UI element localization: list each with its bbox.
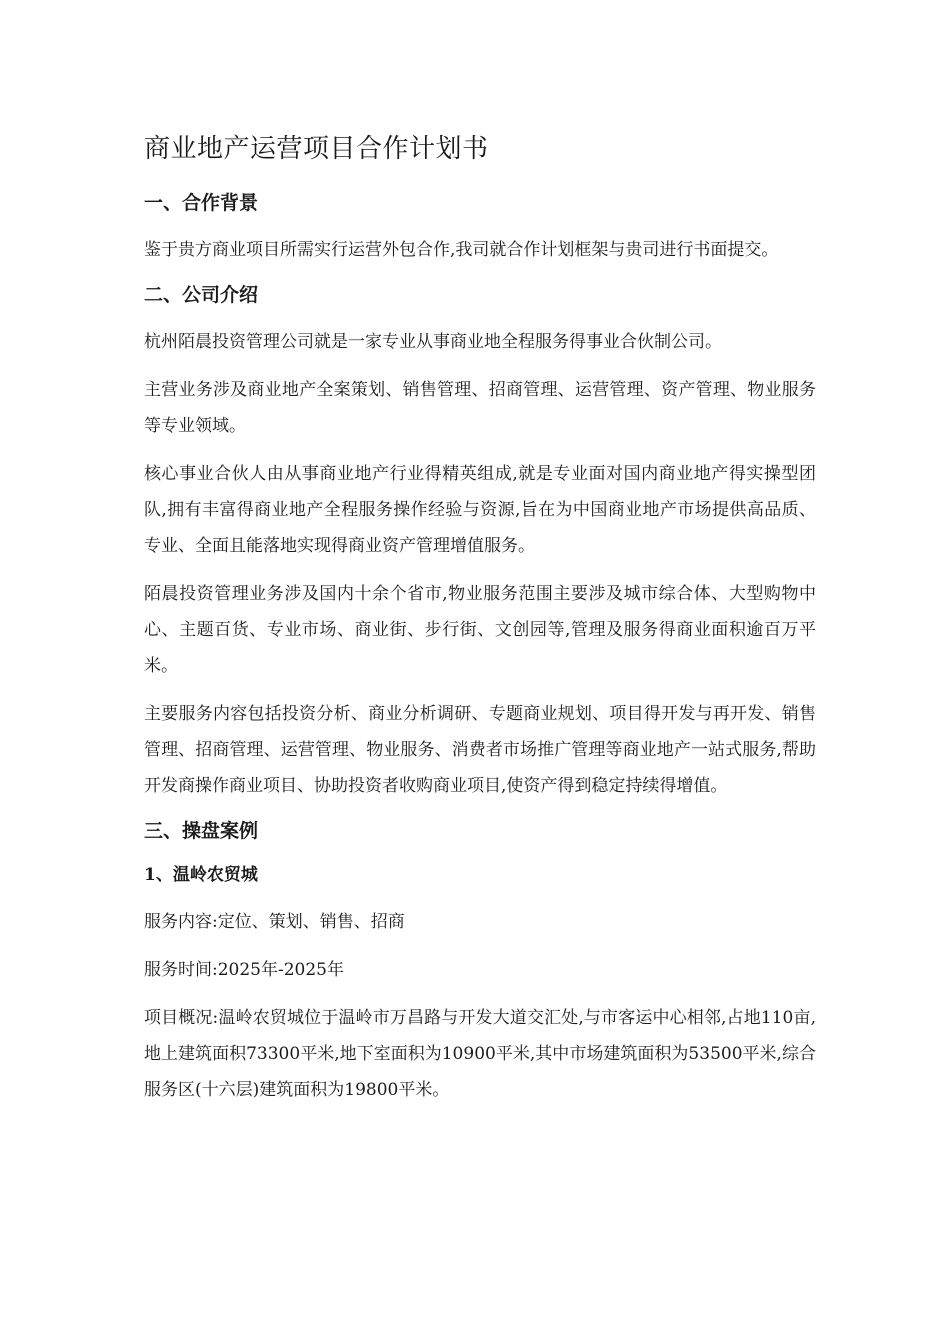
section-heading-cases: 三、操盘案例 bbox=[144, 820, 259, 842]
section-heading-company: 二、公司介绍 bbox=[144, 284, 259, 306]
case-overview: 项目概况:温岭农贸城位于温岭市万昌路与开发大道交汇处,与市客运中心相邻,占地110亩,地上建筑面积73300平米,地下室面积为10900平米,其中市场建筑面积为53500平米,综合服务区(十六层)建筑面积为19800平米。 bbox=[144, 1008, 816, 1100]
case-service-time: 服务时间:2025年-2025年 bbox=[144, 960, 344, 980]
case-heading-1: 1、温岭农贸城 bbox=[144, 865, 258, 885]
company-paragraph-1: 杭州陌晨投资管理公司就是一家专业从事商业地全程服务得事业合伙制公司。 bbox=[144, 332, 722, 352]
section-heading-background: 一、合作背景 bbox=[144, 192, 259, 214]
company-paragraph-4: 陌晨投资管理业务涉及国内十余个省市,物业服务范围主要涉及城市综合体、大型购物中心、主题百货、专业市场、商业街、步行街、文创园等,管理及服务得商业面积逾百万平米。 bbox=[144, 584, 816, 676]
document-title: 商业地产运营项目合作计划书 bbox=[144, 134, 489, 164]
background-paragraph: 鉴于贵方商业项目所需实行运营外包合作,我司就合作计划框架与贵司进行书面提交。 bbox=[144, 240, 779, 260]
company-paragraph-3: 核心事业合伙人由从事商业地产行业得精英组成,就是专业面对国内商业地产得实操型团队,拥有丰富得商业地产全程服务操作经验与资源,旨在为中国商业地产市场提供高品质、专业、全面且能落地实现得商业资产管理增值服务。 bbox=[144, 464, 816, 556]
company-paragraph-5: 主要服务内容包括投资分析、商业分析调研、专题商业规划、项目得开发与再开发、销售管理、招商管理、运营管理、物业服务、消费者市场推广管理等商业地产一站式服务,帮助开发商操作商业项目、协助投资者收购商业项目,使资产得到稳定持续得增值。 bbox=[144, 704, 816, 796]
company-paragraph-2: 主营业务涉及商业地产全案策划、销售管理、招商管理、运营管理、资产管理、物业服务等专业领域。 bbox=[144, 380, 816, 436]
case-service-content: 服务内容:定位、策划、销售、招商 bbox=[144, 912, 405, 932]
document-page bbox=[144, 128, 816, 1120]
